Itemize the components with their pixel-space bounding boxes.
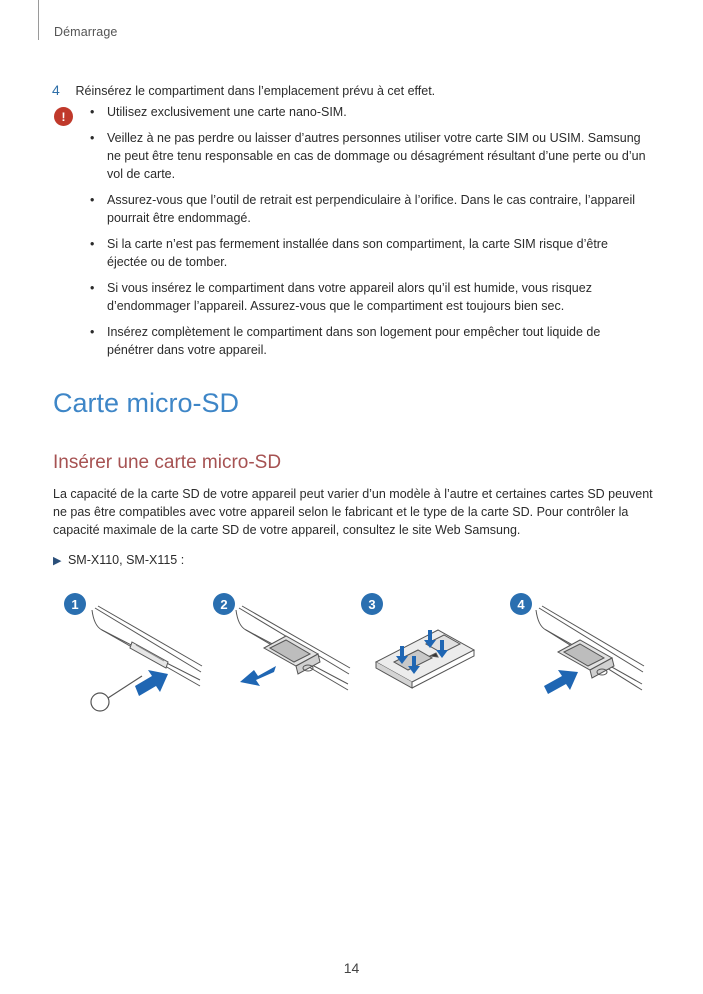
bullet-item: • Si la carte n’est pas fermement installée dans son compartiment, la carte SIM risque d’être éjectée ou de tomber. (90, 235, 650, 271)
insert-tray-illustration (530, 600, 655, 720)
intro-paragraph: La capacité de la carte SD de votre appareil peut varier d’un modèle à l’autre et certaines cartes SD peuvent ne pas être compatibles avec votre appareil selon le fabricant et le type de la carte SD. Pour contrôler la capacité maximale de la carte SD de votre appareil, consultez le site Web Samsung. (53, 487, 653, 537)
step-badge-4: 4 (510, 593, 532, 615)
step-text: Réinsérez le compartiment dans l’emplacement prévu à cet effet. (75, 84, 436, 98)
bullet-item: • Assurez-vous que l’outil de retrait est perpendiculaire à l’orifice. Dans le cas contraire, l’appareil pourrait être endommagé. (90, 191, 650, 227)
bullet-item: • Si vous insérez le compartiment dans votre appareil alors qu’il est humide, vous risquez d’endommager l’appareil. Assurez-vous que le compartiment est toujours bien sec. (90, 279, 650, 315)
bullet-item: • Utilisez exclusivement une carte nano-SIM. (90, 103, 650, 121)
bullet-item: • Insérez complètement le compartiment dans son logement pour empêcher tout liquide de pénétrer dans votre appareil. (90, 323, 650, 359)
header-rule (38, 0, 39, 40)
place-card-illustration (370, 600, 490, 710)
step-number: 4 (52, 82, 60, 98)
model-text: SM-X110, SM-X115 : (67, 553, 185, 567)
eject-pin-illustration (80, 600, 210, 720)
warning-bullet-list (90, 103, 650, 367)
model-list (53, 553, 184, 567)
page-number: 14 (343, 960, 360, 976)
play-arrow-icon: ▶ (53, 555, 62, 567)
step-badge-3: 3 (361, 593, 383, 615)
step-badge-2: 2 (213, 593, 235, 615)
subsection-title: Insérer une carte micro-SD (53, 452, 282, 473)
step-instruction (52, 82, 435, 98)
pull-tray-illustration (230, 600, 360, 720)
section-title: Carte micro-SD (53, 388, 240, 418)
step-badge-1: 1 (64, 593, 86, 615)
bullet-item: • Veillez à ne pas perdre ou laisser d’autres personnes utiliser votre carte SIM ou USIM. Samsung ne peut être tenu responsable en cas de dommage ou désagrément résultant d’une perte ou d’un vol de carte. (90, 129, 650, 183)
warning-icon: ! (54, 107, 73, 126)
header-section-label: Démarrage (54, 25, 118, 39)
